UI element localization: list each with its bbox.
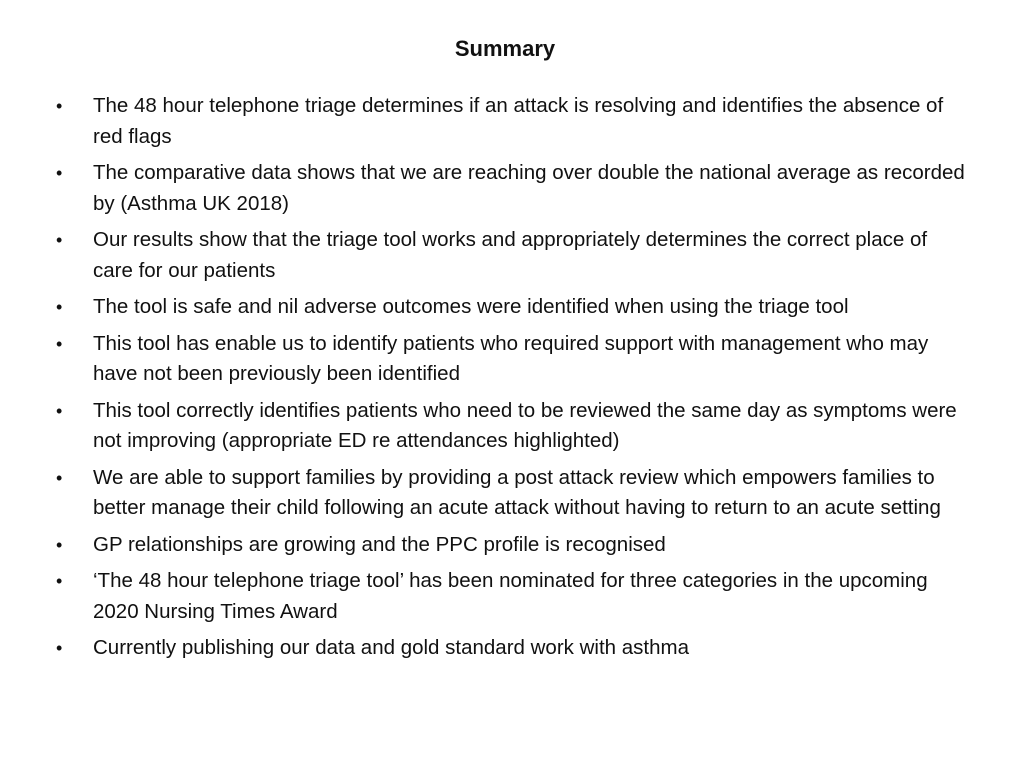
- bullet-icon: •: [56, 534, 63, 555]
- bullet-icon: •: [56, 230, 63, 250]
- bullet-text: Currently publishing our data and gold standard work with asthma: [93, 636, 689, 659]
- bullet-item-9: [52, 566, 972, 627]
- bullet-item-1: [52, 91, 972, 152]
- bullet-icon: •: [56, 297, 63, 317]
- slide-title: Summary: [454, 36, 556, 61]
- bullet-icon: •: [56, 400, 63, 421]
- bullet-icon: •: [56, 571, 63, 591]
- bullet-item-4: [52, 292, 972, 323]
- bullet-text: This tool has enable us to identify patients who required support with management who may have not been previously been identified: [93, 331, 929, 385]
- bullet-text: We are able to support families by providing a post attack review which empowers families to better manage their child following an acute attack without having to return to an acute setting: [93, 465, 941, 519]
- bullet-item-7: [52, 463, 972, 524]
- bullet-text: The comparative data shows that we are reaching over double the national average as recorded by (Asthma UK 2018): [93, 161, 965, 215]
- bullet-item-6: [52, 396, 972, 457]
- bullet-item-3: [52, 225, 972, 286]
- bullet-text: The tool is safe and nil adverse outcomes were identified when using the triage tool: [93, 295, 849, 318]
- bullet-item-5: [52, 329, 972, 390]
- bullet-text: ‘The 48 hour telephone triage tool’ has been nominated for three categories in the upcoming 2020 Nursing Times Award: [93, 569, 928, 623]
- bullet-text: Our results show that the triage tool works and appropriately determines the correct place of care for our patients: [93, 228, 928, 282]
- bullet-item-8: [52, 530, 972, 561]
- summary-bullet-list: [52, 91, 972, 670]
- bullet-icon: •: [56, 467, 63, 488]
- bullet-icon: •: [56, 638, 63, 658]
- bullet-item-10: [52, 633, 972, 664]
- bullet-item-2: [52, 158, 972, 219]
- bullet-icon: •: [56, 163, 63, 183]
- bullet-icon: •: [56, 333, 63, 354]
- bullet-text: GP relationships are growing and the PPC profile is recognised: [93, 532, 666, 556]
- bullet-text: The 48 hour telephone triage determines if an attack is resolving and identifies the absence of red flags: [93, 94, 944, 148]
- bullet-icon: •: [56, 96, 63, 116]
- bullet-text: This tool correctly identifies patients who need to be reviewed the same day as symptoms were not improving (appropriate ED re attendances highlighted): [93, 398, 957, 452]
